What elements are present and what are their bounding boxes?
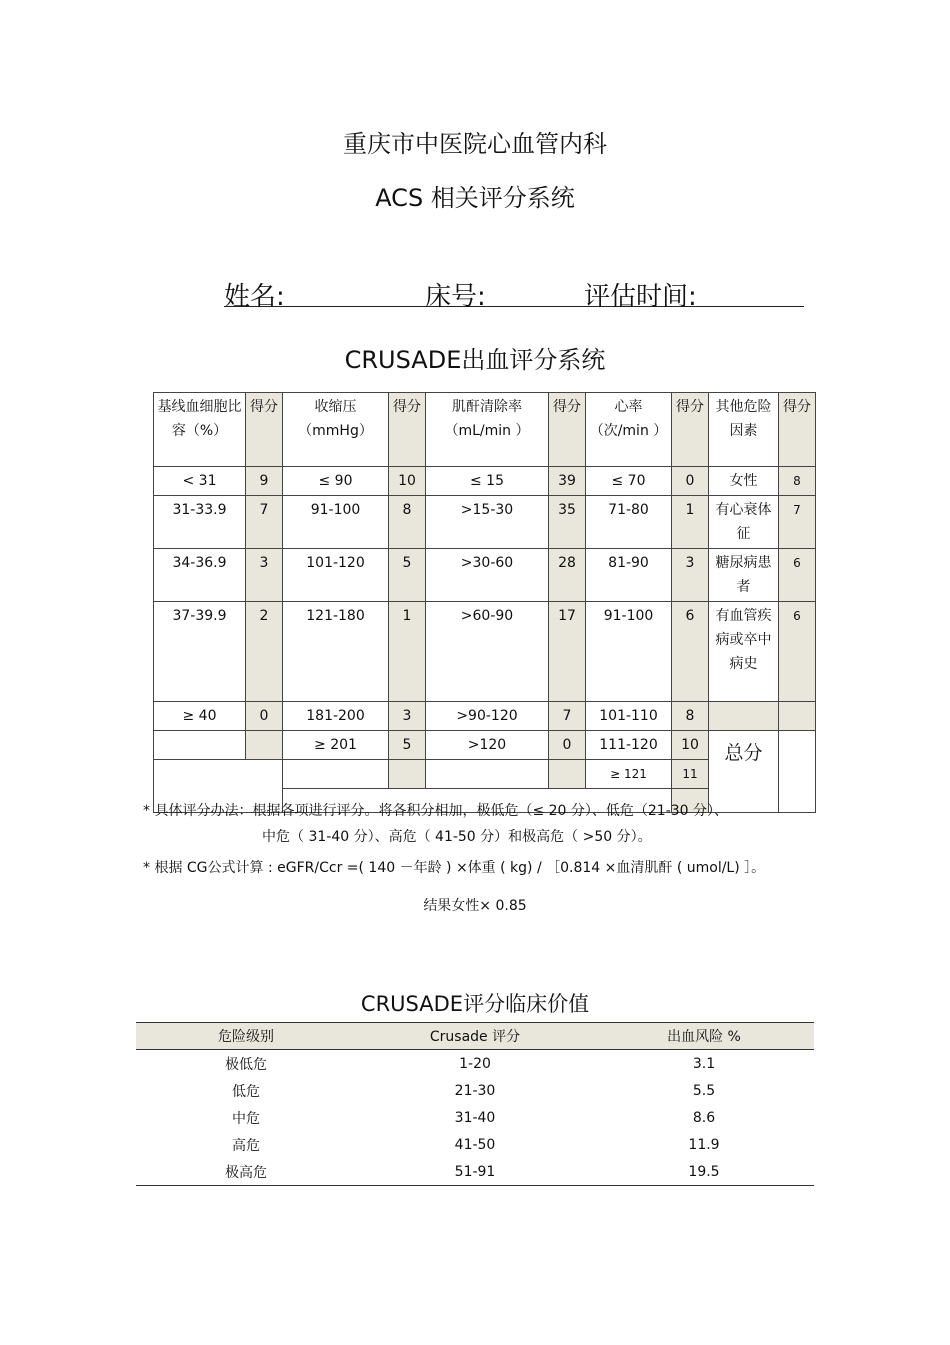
table-row: [136, 1077, 814, 1104]
table-row: [154, 702, 816, 731]
header-hematocrit: 基线血细胞比容（%）: [154, 393, 246, 467]
score-cell: 11: [672, 760, 709, 789]
table-header-row: [136, 1023, 814, 1050]
table-row: [136, 1131, 814, 1158]
score-cell: [549, 760, 586, 789]
score-cell: 0: [549, 731, 586, 760]
score-cell: 9: [246, 467, 283, 496]
table-row: [136, 1050, 814, 1078]
cell: 101-110: [586, 702, 672, 731]
cell: 有心衰体征: [709, 496, 779, 549]
header-score: 得分: [389, 393, 426, 467]
cell: 81-90: [586, 549, 672, 602]
scoring-method-note: * 具体评分办法：根据各项进行评分。将各积分相加，极低危（≤ 20 分）、低危（21-30 分）、: [143, 803, 729, 819]
header-creatinine-clearance: 肌酐清除率（mL/min ）: [426, 393, 549, 467]
score-cell: 3: [672, 549, 709, 602]
score-cell: 8: [672, 702, 709, 731]
cell: 101-120: [283, 549, 389, 602]
cell: 5.5: [692, 1082, 716, 1099]
cell: 181-200: [283, 702, 389, 731]
header-heart-rate: 心率（次/min ）: [586, 393, 672, 467]
crusade-score-table: [153, 392, 816, 813]
cg-formula-note: * 根据 CG公式计算 : eGFR/Ccr =( 140 －年龄 ) ×体重 ( kg) / ［0.814 ×血清肌酐 ( umol/L) ］。: [143, 860, 766, 876]
cell: 3.1: [692, 1055, 716, 1072]
table-row: [136, 1158, 814, 1186]
cell: ≤ 15: [426, 467, 549, 496]
system-title: ACS 相关评分系统: [375, 184, 575, 212]
cell: 高危: [232, 1137, 260, 1154]
score-cell: 39: [549, 467, 586, 496]
cell: >90-120: [426, 702, 549, 731]
table-row: [154, 496, 816, 549]
score-cell: 5: [389, 731, 426, 760]
cell: >120: [426, 731, 549, 760]
cell: 21-30: [454, 1082, 496, 1099]
table-header-row: [154, 393, 816, 467]
header-crusade-score: Crusade 评分: [356, 1023, 594, 1050]
female-factor-note: 结果女性× 0.85: [423, 898, 527, 914]
time-label: 评估时间:: [584, 282, 697, 312]
score-cell: 1: [389, 602, 426, 702]
cell: 极低危: [225, 1056, 267, 1073]
header-score: 得分: [672, 393, 709, 467]
score-cell: 0: [246, 702, 283, 731]
header-other-risk: 其他危险因素: [709, 393, 779, 467]
score-cell: [246, 731, 283, 760]
score-cell: 8: [389, 496, 426, 549]
score-cell: 35: [549, 496, 586, 549]
header-risk-level: 危险级别: [136, 1023, 356, 1050]
cell: 111-120: [586, 731, 672, 760]
cell: ≥ 40: [154, 702, 246, 731]
header-score: 得分: [246, 393, 283, 467]
score-cell: 2: [246, 602, 283, 702]
cell: 女性: [709, 467, 779, 496]
hospital-title: 重庆市中医院心血管内科: [343, 130, 607, 158]
cell: 34-36.9: [154, 549, 246, 602]
table-row: [154, 731, 816, 760]
score-cell: [389, 760, 426, 789]
cell: 有血管疾病或卒中病史: [709, 602, 779, 702]
crusade-title: CRUSADE出血评分系统: [344, 346, 606, 374]
score-cell: 6: [779, 602, 816, 702]
score-cell: 3: [389, 702, 426, 731]
cell: ≥ 201: [283, 731, 389, 760]
cell: >30-60: [426, 549, 549, 602]
cell: 8.6: [692, 1109, 716, 1126]
header-score: 得分: [549, 393, 586, 467]
cell: 糖尿病患者: [709, 549, 779, 602]
header-systolic: 收缩压（mmHg）: [283, 393, 389, 467]
table-row: [154, 602, 816, 702]
cell: ≤ 90: [283, 467, 389, 496]
cell: 91-100: [283, 496, 389, 549]
cell: 41-50: [454, 1136, 496, 1153]
cell: 51-91: [454, 1163, 496, 1180]
cell: >15-30: [426, 496, 549, 549]
header-bleeding-risk: 出血风险 %: [594, 1023, 814, 1050]
cell: 37-39.9: [154, 602, 246, 702]
score-cell: 10: [389, 467, 426, 496]
cell: 极高危: [225, 1164, 267, 1181]
score-cell: 17: [549, 602, 586, 702]
score-cell: 0: [672, 467, 709, 496]
score-cell: 7: [779, 496, 816, 549]
score-cell: 28: [549, 549, 586, 602]
clinical-value-table: [136, 1022, 814, 1186]
cell: 31-40: [454, 1109, 496, 1126]
cell: ≤ 70: [586, 467, 672, 496]
cell: 71-80: [586, 496, 672, 549]
bed-label: 床号:: [425, 282, 486, 312]
cell: ≥ 121: [586, 760, 672, 789]
header-score: 得分: [779, 393, 816, 467]
cell: 91-100: [586, 602, 672, 702]
total-score-label: 总分: [709, 731, 779, 813]
cell: [426, 760, 549, 789]
table-row: [154, 549, 816, 602]
cell: [154, 731, 246, 760]
score-cell: 10: [672, 731, 709, 760]
score-cell: 8: [779, 467, 816, 496]
name-label: 姓名:: [224, 282, 285, 312]
table-row: [154, 467, 816, 496]
score-cell: 5: [389, 549, 426, 602]
cell: [709, 702, 779, 731]
cell: < 31: [154, 467, 246, 496]
scoring-method-note-cont: 中危（ 31-40 分）、高危（ 41-50 分）和极高危（ >50 分）。: [262, 829, 652, 845]
score-cell: 7: [549, 702, 586, 731]
total-score-value: [779, 731, 816, 813]
cell: 1-20: [459, 1055, 491, 1072]
clinical-value-title: CRUSADE评分临床价值: [360, 992, 590, 1016]
score-cell: 1: [672, 496, 709, 549]
cell: 中危: [232, 1110, 260, 1127]
cell: 121-180: [283, 602, 389, 702]
cell: >60-90: [426, 602, 549, 702]
cell: 11.9: [688, 1136, 720, 1153]
score-cell: 7: [246, 496, 283, 549]
score-cell: 6: [779, 549, 816, 602]
score-cell: 6: [672, 602, 709, 702]
cell: 低危: [232, 1083, 260, 1100]
cell: [283, 760, 389, 789]
score-cell: [779, 702, 816, 731]
table-row: [136, 1104, 814, 1131]
cell: 31-33.9: [154, 496, 246, 549]
cell: 19.5: [688, 1163, 720, 1180]
score-cell: 3: [246, 549, 283, 602]
patient-info-row: [224, 276, 804, 312]
